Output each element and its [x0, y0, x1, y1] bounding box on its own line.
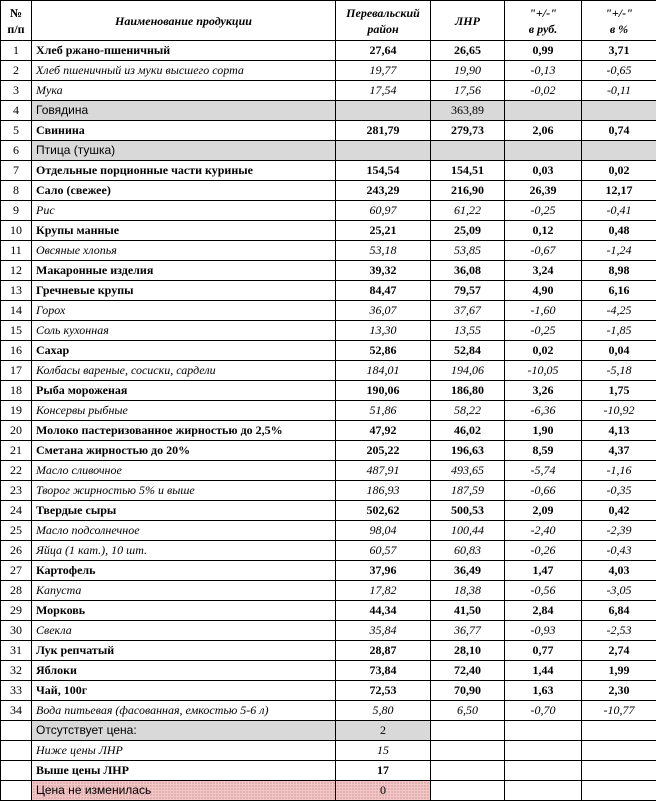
lnr-price — [431, 141, 505, 161]
product-name: Масло сливочное — [32, 461, 336, 481]
product-name: Сметана жирностью до 20% — [32, 441, 336, 461]
product-name: Свекла — [32, 621, 336, 641]
diff-pct: -2,53 — [582, 621, 656, 641]
summary-empty-cell — [505, 721, 582, 741]
diff-pct: 4,13 — [582, 421, 656, 441]
product-name: Вода питьевая (фасованная, емкостью 5-6 л) — [32, 701, 336, 721]
pereval-price — [336, 141, 431, 161]
summary-row — [1, 781, 656, 801]
table-row — [1, 121, 656, 141]
pereval-price — [336, 101, 431, 121]
product-name: Хлеб пшеничный из муки высшего сорта — [32, 61, 336, 81]
table-row — [1, 201, 656, 221]
summary-row — [1, 741, 656, 761]
product-name: Капуста — [32, 581, 336, 601]
pereval-price: 17,54 — [336, 81, 431, 101]
pereval-price: 36,07 — [336, 301, 431, 321]
table-row — [1, 441, 656, 461]
table-row — [1, 301, 656, 321]
pereval-price: 5,80 — [336, 701, 431, 721]
product-name: Макаронные изделия — [32, 261, 336, 281]
header-product-name: Наименование продукции — [32, 1, 336, 41]
diff-pct: 2,74 — [582, 641, 656, 661]
row-number: 16 — [1, 341, 32, 361]
diff-pct: -4,25 — [582, 301, 656, 321]
table-row — [1, 681, 656, 701]
diff-rub: 26,39 — [505, 181, 582, 201]
pereval-price: 73,84 — [336, 661, 431, 681]
diff-rub: 1,47 — [505, 561, 582, 581]
diff-pct: 6,16 — [582, 281, 656, 301]
product-name: Говядина — [32, 101, 336, 121]
diff-rub: -5,74 — [505, 461, 582, 481]
diff-pct: -1,85 — [582, 321, 656, 341]
lnr-price: 13,55 — [431, 321, 505, 341]
diff-rub: 2,84 — [505, 601, 582, 621]
product-name: Крупы манные — [32, 221, 336, 241]
pereval-price: 25,21 — [336, 221, 431, 241]
product-name: Свинина — [32, 121, 336, 141]
product-name: Рис — [32, 201, 336, 221]
table-row — [1, 561, 656, 581]
row-number: 6 — [1, 141, 32, 161]
diff-rub: -0,93 — [505, 621, 582, 641]
row-number: 30 — [1, 621, 32, 641]
lnr-price: 72,40 — [431, 661, 505, 681]
summary-rows — [1, 721, 656, 801]
diff-pct: -10,77 — [582, 701, 656, 721]
diff-pct: 6,84 — [582, 601, 656, 621]
diff-rub: 1,63 — [505, 681, 582, 701]
lnr-price: 493,65 — [431, 461, 505, 481]
row-number: 12 — [1, 261, 32, 281]
diff-pct: 4,37 — [582, 441, 656, 461]
summary-value: 0 — [336, 781, 431, 801]
row-number: 19 — [1, 401, 32, 421]
diff-pct: 4,03 — [582, 561, 656, 581]
row-number: 10 — [1, 221, 32, 241]
diff-rub: -0,66 — [505, 481, 582, 501]
product-name: Молоко пастеризованное жирностью до 2,5% — [32, 421, 336, 441]
summary-blank-cell — [1, 761, 32, 781]
pereval-price: 84,47 — [336, 281, 431, 301]
lnr-price: 36,49 — [431, 561, 505, 581]
diff-pct: 0,02 — [582, 161, 656, 181]
diff-rub: 0,02 — [505, 341, 582, 361]
pereval-price: 60,57 — [336, 541, 431, 561]
product-name: Яйца (1 кат.), 10 шт. — [32, 541, 336, 561]
pereval-price: 51,86 — [336, 401, 431, 421]
diff-pct: 1,99 — [582, 661, 656, 681]
product-name: Лук репчатый — [32, 641, 336, 661]
product-name: Чай, 100г — [32, 681, 336, 701]
table-row — [1, 161, 656, 181]
pereval-price: 52,86 — [336, 341, 431, 361]
summary-empty-cell — [431, 781, 505, 801]
table-row — [1, 101, 656, 121]
lnr-price: 363,89 — [431, 101, 505, 121]
header-diff-pct: "+/-" в % — [582, 1, 656, 41]
summary-value: 2 — [336, 721, 431, 741]
diff-pct: 0,48 — [582, 221, 656, 241]
pereval-price: 184,01 — [336, 361, 431, 381]
table-row — [1, 381, 656, 401]
table-row — [1, 41, 656, 61]
summary-empty-cell — [431, 721, 505, 741]
pereval-price: 53,18 — [336, 241, 431, 261]
diff-rub: 1,44 — [505, 661, 582, 681]
table-row — [1, 701, 656, 721]
lnr-price: 52,84 — [431, 341, 505, 361]
table-row — [1, 261, 656, 281]
diff-rub: -6,36 — [505, 401, 582, 421]
pereval-price: 35,84 — [336, 621, 431, 641]
lnr-price: 37,67 — [431, 301, 505, 321]
row-number: 14 — [1, 301, 32, 321]
product-name: Масло подсолнечное — [32, 521, 336, 541]
lnr-price: 17,56 — [431, 81, 505, 101]
product-name: Гречневые крупы — [32, 281, 336, 301]
lnr-price: 58,22 — [431, 401, 505, 421]
diff-rub: 0,12 — [505, 221, 582, 241]
row-number: 11 — [1, 241, 32, 261]
diff-rub: 0,03 — [505, 161, 582, 181]
product-name: Отдельные порционные части куриные — [32, 161, 336, 181]
row-number: 13 — [1, 281, 32, 301]
pereval-price: 17,82 — [336, 581, 431, 601]
row-number: 3 — [1, 81, 32, 101]
diff-pct: 0,42 — [582, 501, 656, 521]
pereval-price: 502,62 — [336, 501, 431, 521]
summary-empty-cell — [505, 761, 582, 781]
diff-pct: -2,39 — [582, 521, 656, 541]
row-number: 31 — [1, 641, 32, 661]
table-row — [1, 501, 656, 521]
row-number: 28 — [1, 581, 32, 601]
row-number: 27 — [1, 561, 32, 581]
summary-empty-cell — [505, 781, 582, 801]
row-number: 24 — [1, 501, 32, 521]
pereval-price: 190,06 — [336, 381, 431, 401]
diff-rub: -2,40 — [505, 521, 582, 541]
lnr-price: 100,44 — [431, 521, 505, 541]
header-row — [1, 1, 656, 41]
pereval-price: 44,34 — [336, 601, 431, 621]
table-row — [1, 461, 656, 481]
lnr-price: 36,77 — [431, 621, 505, 641]
product-name: Консервы рыбные — [32, 401, 336, 421]
table-row — [1, 481, 656, 501]
diff-pct: -1,24 — [582, 241, 656, 261]
diff-pct: 2,30 — [582, 681, 656, 701]
table-row — [1, 321, 656, 341]
row-number: 23 — [1, 481, 32, 501]
product-name: Мука — [32, 81, 336, 101]
product-name: Сало (свежее) — [32, 181, 336, 201]
row-number: 20 — [1, 421, 32, 441]
table-row — [1, 601, 656, 621]
lnr-price: 18,38 — [431, 581, 505, 601]
summary-row — [1, 761, 656, 781]
table-row — [1, 421, 656, 441]
diff-pct: 0,74 — [582, 121, 656, 141]
pereval-price: 243,29 — [336, 181, 431, 201]
table-row — [1, 281, 656, 301]
product-name: Птица (тушка) — [32, 141, 336, 161]
product-name: Картофель — [32, 561, 336, 581]
diff-pct: -10,92 — [582, 401, 656, 421]
row-number: 33 — [1, 681, 32, 701]
pereval-price: 72,53 — [336, 681, 431, 701]
lnr-price: 61,22 — [431, 201, 505, 221]
row-number: 18 — [1, 381, 32, 401]
lnr-price: 53,85 — [431, 241, 505, 261]
summary-blank-cell — [1, 781, 32, 801]
product-name: Соль кухонная — [32, 321, 336, 341]
lnr-price: 194,06 — [431, 361, 505, 381]
table-row — [1, 61, 656, 81]
product-name: Овсяные хлопья — [32, 241, 336, 261]
diff-rub: 0,77 — [505, 641, 582, 661]
summary-label: Цена не изменилась — [32, 781, 336, 801]
pereval-price: 27,64 — [336, 41, 431, 61]
pereval-price: 28,87 — [336, 641, 431, 661]
lnr-price: 26,65 — [431, 41, 505, 61]
diff-pct — [582, 141, 656, 161]
summary-empty-cell — [431, 741, 505, 761]
table-row — [1, 181, 656, 201]
table-row — [1, 661, 656, 681]
diff-rub: -0,70 — [505, 701, 582, 721]
lnr-price: 6,50 — [431, 701, 505, 721]
row-number: 5 — [1, 121, 32, 141]
product-rows — [1, 41, 656, 721]
lnr-price: 79,57 — [431, 281, 505, 301]
row-number: 4 — [1, 101, 32, 121]
pereval-price: 205,22 — [336, 441, 431, 461]
row-number: 21 — [1, 441, 32, 461]
product-name: Морковь — [32, 601, 336, 621]
summary-empty-cell — [431, 761, 505, 781]
diff-pct: -0,11 — [582, 81, 656, 101]
row-number: 1 — [1, 41, 32, 61]
table-row — [1, 621, 656, 641]
diff-pct: -0,43 — [582, 541, 656, 561]
diff-pct: -0,35 — [582, 481, 656, 501]
product-name: Твердые сыры — [32, 501, 336, 521]
pereval-price: 98,04 — [336, 521, 431, 541]
diff-pct: -0,41 — [582, 201, 656, 221]
lnr-price: 216,90 — [431, 181, 505, 201]
diff-pct: 1,75 — [582, 381, 656, 401]
product-name: Яблоки — [32, 661, 336, 681]
row-number: 32 — [1, 661, 32, 681]
summary-label: Выше цены ЛНР — [32, 761, 336, 781]
table-row — [1, 241, 656, 261]
table-row — [1, 81, 656, 101]
product-name: Горох — [32, 301, 336, 321]
diff-rub: 4,90 — [505, 281, 582, 301]
diff-rub: 0,99 — [505, 41, 582, 61]
summary-blank-cell — [1, 741, 32, 761]
diff-rub: -0,25 — [505, 201, 582, 221]
row-number: 29 — [1, 601, 32, 621]
table-row — [1, 541, 656, 561]
row-number: 26 — [1, 541, 32, 561]
row-number: 2 — [1, 61, 32, 81]
row-number: 8 — [1, 181, 32, 201]
diff-pct: -1,16 — [582, 461, 656, 481]
diff-pct: -0,65 — [582, 61, 656, 81]
diff-rub: -0,56 — [505, 581, 582, 601]
diff-rub — [505, 141, 582, 161]
pereval-price: 487,91 — [336, 461, 431, 481]
lnr-price: 60,83 — [431, 541, 505, 561]
product-name: Колбасы вареные, сосиски, сардели — [32, 361, 336, 381]
table-row — [1, 341, 656, 361]
row-number: 22 — [1, 461, 32, 481]
diff-rub: -0,26 — [505, 541, 582, 561]
summary-value: 17 — [336, 761, 431, 781]
lnr-price: 279,73 — [431, 121, 505, 141]
diff-rub: -0,02 — [505, 81, 582, 101]
header-diff-rub: "+/-" в руб. — [505, 1, 582, 41]
diff-pct — [582, 101, 656, 121]
summary-blank-cell — [1, 721, 32, 741]
pereval-price: 39,32 — [336, 261, 431, 281]
diff-rub: 3,24 — [505, 261, 582, 281]
diff-pct: -5,18 — [582, 361, 656, 381]
product-name: Хлеб ржано-пшеничный — [32, 41, 336, 61]
pereval-price: 47,92 — [336, 421, 431, 441]
summary-value: 15 — [336, 741, 431, 761]
diff-pct: 12,17 — [582, 181, 656, 201]
lnr-price: 36,08 — [431, 261, 505, 281]
diff-rub: 1,90 — [505, 421, 582, 441]
table-row — [1, 521, 656, 541]
lnr-price: 46,02 — [431, 421, 505, 441]
table-row — [1, 401, 656, 421]
header-pereval-district: Перевальский район — [336, 1, 431, 41]
table-row — [1, 221, 656, 241]
diff-rub: 2,09 — [505, 501, 582, 521]
diff-rub: 2,06 — [505, 121, 582, 141]
diff-pct: 8,98 — [582, 261, 656, 281]
lnr-price: 70,90 — [431, 681, 505, 701]
row-number: 15 — [1, 321, 32, 341]
pereval-price: 186,93 — [336, 481, 431, 501]
table-row — [1, 361, 656, 381]
row-number: 9 — [1, 201, 32, 221]
summary-empty-cell — [582, 721, 656, 741]
diff-rub: -1,60 — [505, 301, 582, 321]
pereval-price: 281,79 — [336, 121, 431, 141]
summary-empty-cell — [582, 741, 656, 761]
summary-empty-cell — [582, 781, 656, 801]
lnr-price: 41,50 — [431, 601, 505, 621]
diff-rub: -0,67 — [505, 241, 582, 261]
diff-pct: 3,71 — [582, 41, 656, 61]
pereval-price: 19,77 — [336, 61, 431, 81]
pereval-price: 13,30 — [336, 321, 431, 341]
lnr-price: 500,53 — [431, 501, 505, 521]
lnr-price: 187,59 — [431, 481, 505, 501]
header-lnr: ЛНР — [431, 1, 505, 41]
summary-empty-cell — [582, 761, 656, 781]
summary-label: Отсутствует цена: — [32, 721, 336, 741]
lnr-price: 28,10 — [431, 641, 505, 661]
diff-rub: -0,13 — [505, 61, 582, 81]
diff-pct: 0,04 — [582, 341, 656, 361]
diff-rub: -10,05 — [505, 361, 582, 381]
product-name: Рыба мороженая — [32, 381, 336, 401]
pereval-price: 60,97 — [336, 201, 431, 221]
diff-rub: 3,26 — [505, 381, 582, 401]
header-num: № п/п — [1, 1, 32, 41]
summary-empty-cell — [505, 741, 582, 761]
row-number: 7 — [1, 161, 32, 181]
product-name: Творог жирностью 5% и выше — [32, 481, 336, 501]
lnr-price: 186,80 — [431, 381, 505, 401]
summary-label: Ниже цены ЛНР — [32, 741, 336, 761]
pereval-price: 37,96 — [336, 561, 431, 581]
product-name: Сахар — [32, 341, 336, 361]
diff-rub: 8,59 — [505, 441, 582, 461]
diff-rub — [505, 101, 582, 121]
lnr-price: 19,90 — [431, 61, 505, 81]
row-number: 17 — [1, 361, 32, 381]
row-number: 34 — [1, 701, 32, 721]
summary-row — [1, 721, 656, 741]
table-row — [1, 641, 656, 661]
diff-rub: -0,25 — [505, 321, 582, 341]
table-row — [1, 581, 656, 601]
lnr-price: 154,51 — [431, 161, 505, 181]
table-row — [1, 141, 656, 161]
pereval-price: 154,54 — [336, 161, 431, 181]
diff-pct: -3,05 — [582, 581, 656, 601]
lnr-price: 25,09 — [431, 221, 505, 241]
lnr-price: 196,63 — [431, 441, 505, 461]
row-number: 25 — [1, 521, 32, 541]
